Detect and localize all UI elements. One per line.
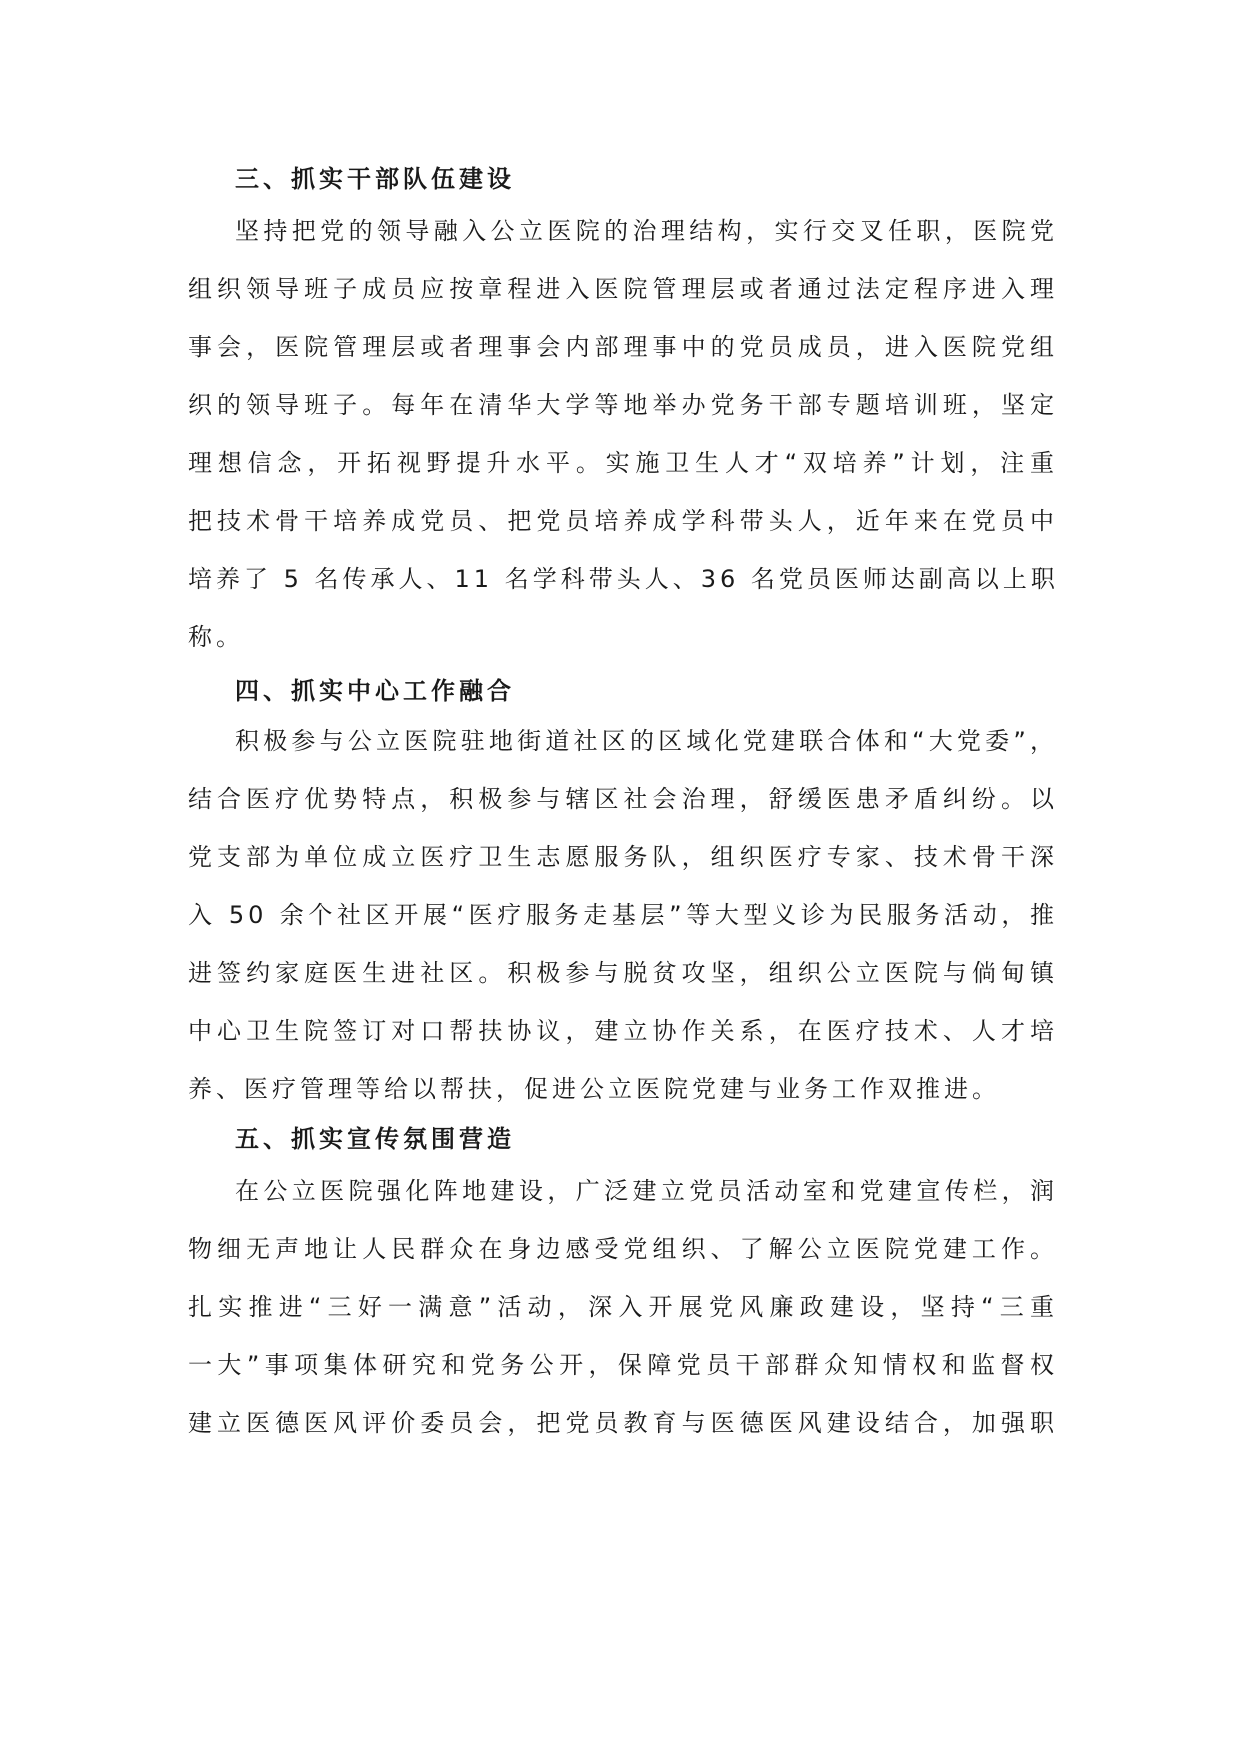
paragraph-line: 扎实推进“三好一满意”活动，深入开展党风廉政建设，坚持“三重	[188, 1293, 1058, 1321]
section-heading-5: 五、抓实宣传氛围营造	[235, 1125, 515, 1153]
paragraph-line: 进签约家庭医生进社区。积极参与脱贫攻坚，组织公立医院与倘甸镇	[188, 959, 1058, 987]
section-heading-4: 四、抓实中心工作融合	[235, 677, 515, 705]
paragraph-line: 在公立医院强化阵地建设，广泛建立党员活动室和党建宣传栏，润	[235, 1177, 1058, 1205]
paragraph-line: 织的领导班子。每年在清华大学等地举办党务干部专题培训班，坚定	[188, 391, 1058, 419]
paragraph-line: 组织领导班子成员应按章程进入医院管理层或者通过法定程序进入理	[188, 275, 1058, 303]
paragraph-line: 理想信念，开拓视野提升水平。实施卫生人才“双培养”计划，注重	[188, 449, 1058, 477]
paragraph-line: 坚持把党的领导融入公立医院的治理结构，实行交叉任职，医院党	[235, 217, 1058, 245]
paragraph-line: 中心卫生院签订对口帮扶协议，建立协作关系，在医疗技术、人才培	[188, 1017, 1058, 1045]
paragraph-line: 积极参与公立医院驻地街道社区的区域化党建联合体和“大党委”，	[235, 727, 1058, 755]
section-heading-3: 三、抓实干部队伍建设	[235, 165, 515, 193]
paragraph-line: 建立医德医风评价委员会，把党员教育与医德医风建设结合，加强职	[188, 1409, 1058, 1437]
paragraph-line: 培养了 5 名传承人、11 名学科带头人、36 名党员医师达副高以上职	[188, 565, 1059, 593]
paragraph-line: 党支部为单位成立医疗卫生志愿服务队，组织医疗专家、技术骨干深	[188, 843, 1058, 871]
paragraph-line: 称。	[188, 623, 244, 651]
paragraph-line: 物细无声地让人民群众在身边感受党组织、了解公立医院党建工作。	[188, 1235, 1058, 1263]
paragraph-line: 入 50 余个社区开展“医疗服务走基层”等大型义诊为民服务活动，推	[188, 901, 1058, 929]
paragraph-line: 把技术骨干培养成党员、把党员培养成学科带头人，近年来在党员中	[188, 507, 1058, 535]
paragraph-line: 养、医疗管理等给以帮扶，促进公立医院党建与业务工作双推进。	[188, 1075, 1000, 1103]
paragraph-line: 事会，医院管理层或者理事会内部理事中的党员成员，进入医院党组	[188, 333, 1058, 361]
paragraph-line: 结合医疗优势特点，积极参与辖区社会治理，舒缓医患矛盾纠纷。以	[188, 785, 1058, 813]
paragraph-line: 一大”事项集体研究和党务公开，保障党员干部群众知情权和监督权	[188, 1351, 1058, 1379]
